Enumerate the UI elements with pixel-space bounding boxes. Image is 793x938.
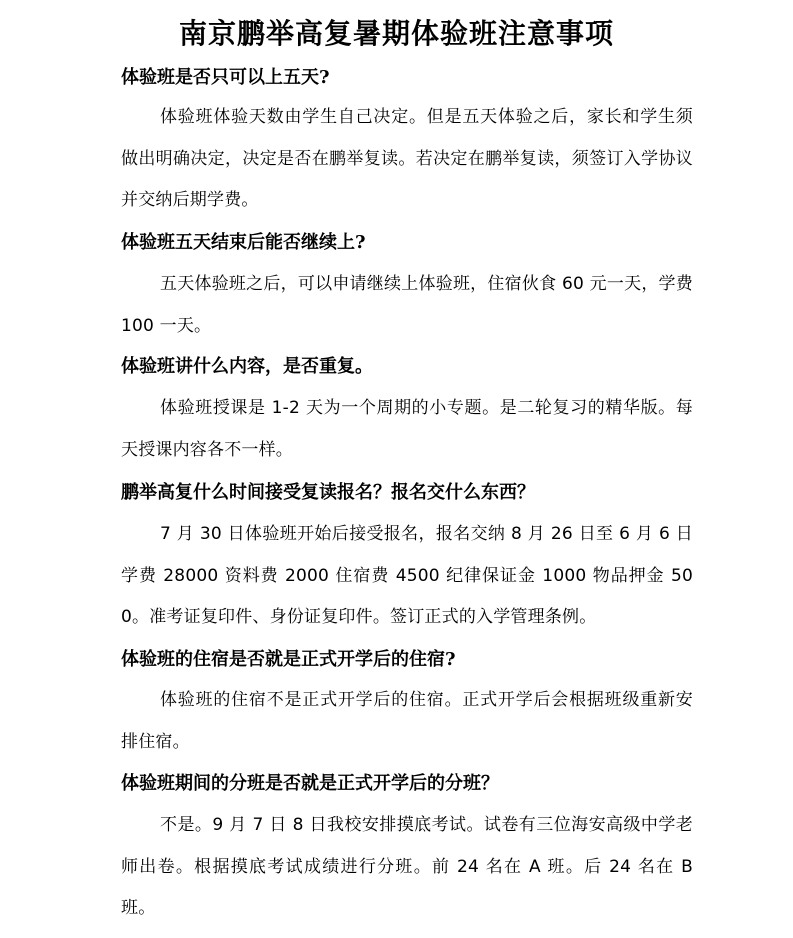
- section-2-answer: 五天体验班之后，可以申请继续上体验班，住宿伙食 60 元一天，学费 100 一天。: [121, 274, 693, 336]
- section-3-question: 体验班讲什么内容，是否重复。: [121, 356, 373, 377]
- section-1-question: 体验班是否只可以上五天?: [121, 67, 330, 88]
- section-2-question: 体验班五天结束后能否继续上?: [121, 232, 366, 253]
- section-6-question: 体验班期间的分班是否就是正式开学后的分班？: [121, 773, 499, 794]
- section-4-answer: 7 月 30 日体验班开始后接受报名，报名交纳 8 月 26 日至 6 月 6 日学费 28000 资料费 2000 住宿费 4500 纪律保证金 1000 物品押金 500。准考证复印件、身份证复印件。签订正式的入学管理条例。: [121, 524, 693, 627]
- section-6-answer: 不是。9 月 7 日 8 日我校安排摸底考试。试卷有三位海安高级中学老师出卷。根据摸底考试成绩进行分班。前 24 名在 A 班。后 24 名在 B 班。: [121, 815, 693, 918]
- section-4-question: 鹏举高复什么时间接受复读报名？报名交什么东西？: [121, 482, 535, 503]
- document-title: 南京鹏举高复暑期体验班注意事项: [178, 17, 614, 50]
- section-1-answer: 体验班体验天数由学生自己决定。但是五天体验之后，家长和学生须做出明确决定，决定是否在鹏举复读。若决定在鹏举复读，须签订入学协议并交纳后期学费。: [121, 107, 693, 210]
- section-3-answer: 体验班授课是 1-2 天为一个周期的小专题。是二轮复习的精华版。每天授课内容各不一样。: [121, 398, 693, 460]
- section-5-question: 体验班的住宿是否就是正式开学后的住宿?: [121, 649, 456, 670]
- section-5-answer: 体验班的住宿不是正式开学后的住宿。正式开学后会根据班级重新安排住宿。: [121, 690, 693, 752]
